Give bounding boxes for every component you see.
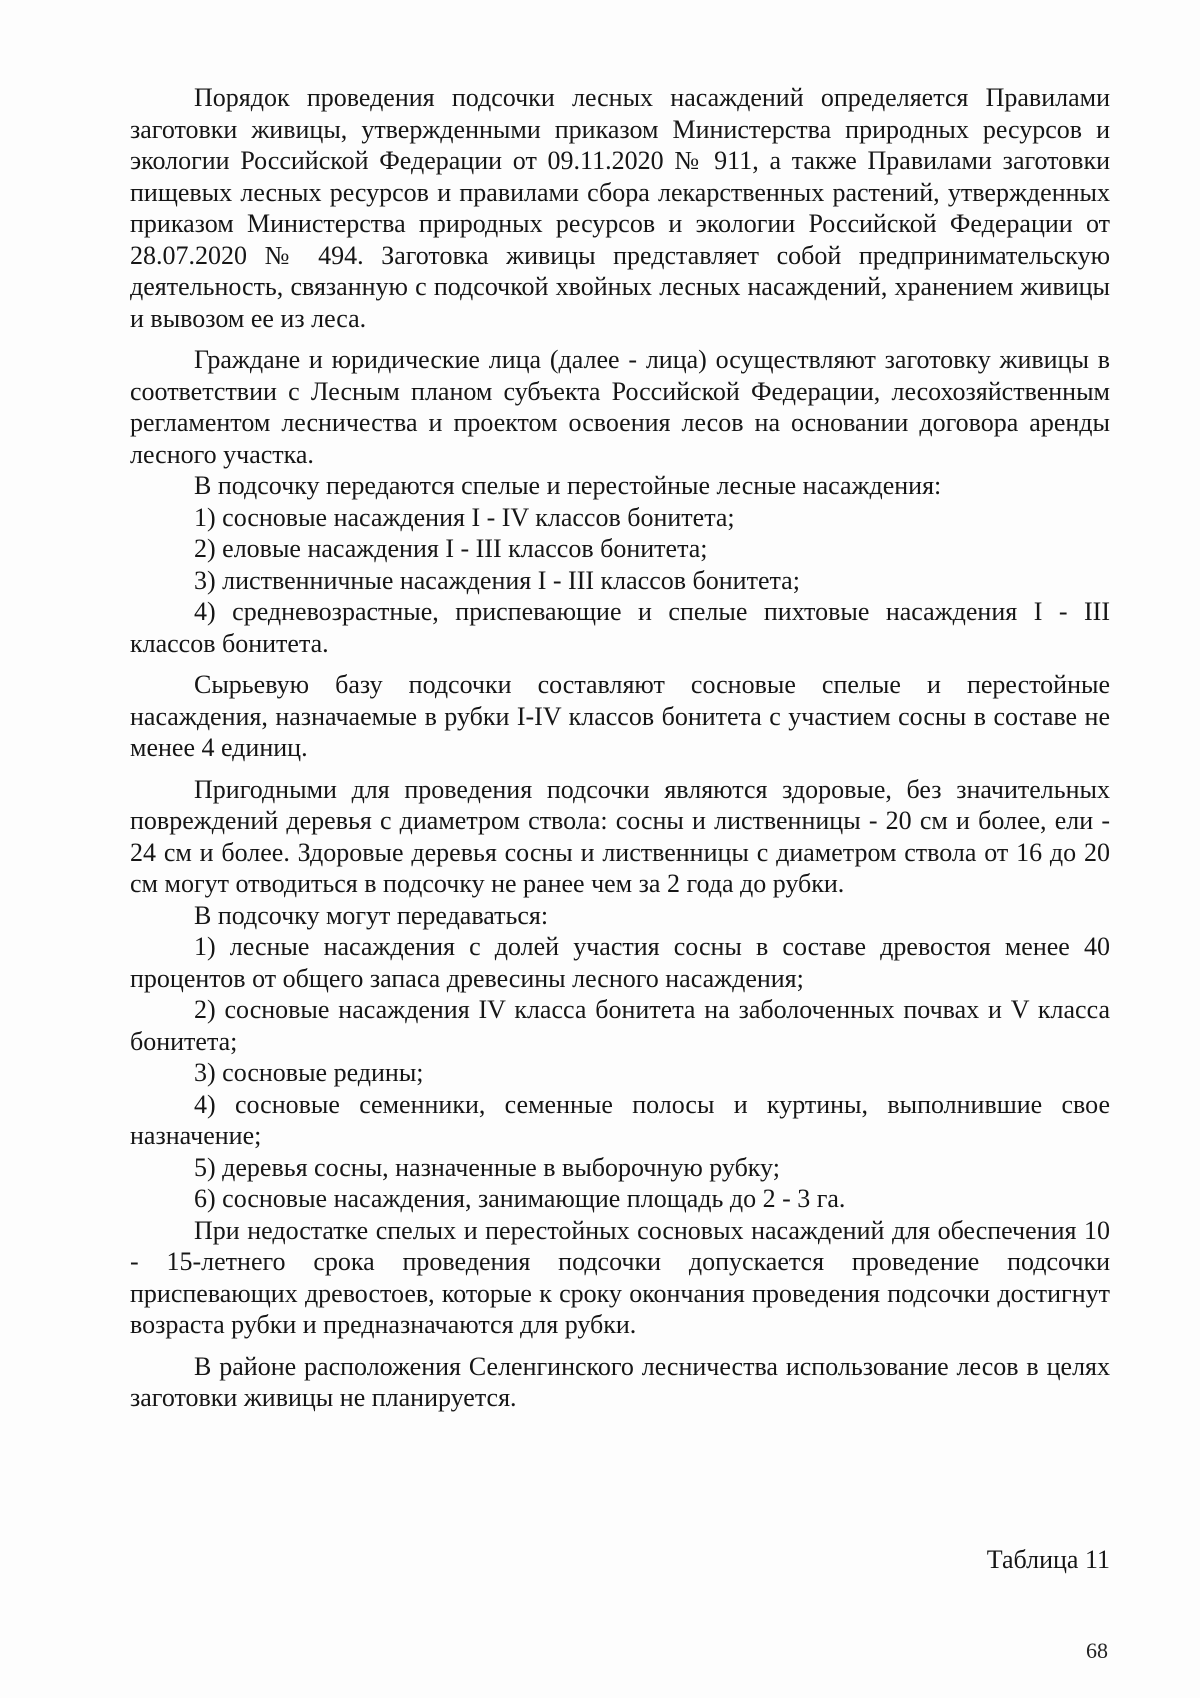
paragraph: В подсочку передаются спелые и перестойные лесные насаждения: [194, 471, 942, 500]
list-item: 4) средневозрастные, приспевающие и спелые пихтовые насаждения I - III классов бонитета. [130, 597, 1110, 658]
list-item: 3) лиственничные насаждения I - III классов бонитета; [194, 565, 800, 595]
paragraph: Сырьевую базу подсочки составляют сосновые спелые и перестойные насаждения, назначаемые в рубки I-IV классов бонитета с участием сосны в составе не менее 4 единиц. [130, 670, 1110, 762]
list-item: 1) сосновые насаждения I - IV классов бонитета; [194, 502, 735, 532]
list-item: 4) сосновые семенники, семенные полосы и куртины, выполнившие свое назначение; [130, 1089, 1110, 1150]
list-item: 3) сосновые редины; [194, 1058, 424, 1087]
paragraph: Граждане и юридические лица (далее - лица) осуществляют заготовку живицы в соответствии с Лесным планом субъекта Российской Федерации, лесохозяйственным регламентом лесничества и проектом освоения лесов на основании договора аренды лесного участка. [130, 345, 1110, 469]
list-item: 2) еловые насаждения I - III классов бонитета; [194, 534, 708, 563]
table-caption: Таблица 11 [986, 1545, 1110, 1574]
list-item: 2) сосновые насаждения IV класса бонитета на заболоченных почвах и V класса бонитета; [130, 995, 1110, 1056]
list-item: 6) сосновые насаждения, занимающие площадь до 2 - 3 га. [194, 1184, 846, 1213]
list-item: 1) лесные насаждения с долей участия сосны в составе древостоя менее 40 процентов от общего запаса древесины лесного насаждения; [130, 932, 1110, 993]
document-body [130, 82, 1110, 1414]
paragraph: В районе расположения Селенгинского лесничества использование лесов в целях заготовки живицы не планируется. [130, 1351, 1110, 1412]
paragraph: При недостатке спелых и перестойных сосновых насаждений для обеспечения 10 - 15-летнего срока проведения подсочки допускается проведение подсочки приспевающих древостоев, которые к сроку окончания проведения подсочки достигнут возраста рубки и предназначаются для рубки. [130, 1215, 1110, 1339]
paragraph: В подсочку могут передаваться: [194, 900, 549, 930]
paragraph: Порядок проведения подсочки лесных насаждений определяется Правилами заготовки живицы, утвержденными приказом Министерства природных ресурсов и экологии Российской Федерации от 09.11.2020 № 911, а также Правилами заготовки пищевых лесных ресурсов и правилами сбора лекарственных растений, утвержденных приказом Министерства природных ресурсов и экологии Российской Федерации от 28.07.2020 № 494. Заготовка живицы представляет собой предпринимательскую деятельность, связанную с подсочкой хвойных лесных насаждений, хранением живицы и вывозом ее из леса. [130, 83, 1110, 333]
page-number: 68 [1086, 1638, 1108, 1663]
paragraph: Пригодными для проведения подсочки являются здоровые, без значительных повреждений деревья с диаметром ствола: сосны и лиственницы - 20 см и более, ели - 24 см и более. Здоровые деревья сосны и лиственницы с диаметром ствола от 16 до 20 см могут отводиться в подсочку не ранее чем за 2 года до рубки. [130, 774, 1110, 898]
list-item: 5) деревья сосны, назначенные в выборочную рубку; [194, 1152, 780, 1182]
